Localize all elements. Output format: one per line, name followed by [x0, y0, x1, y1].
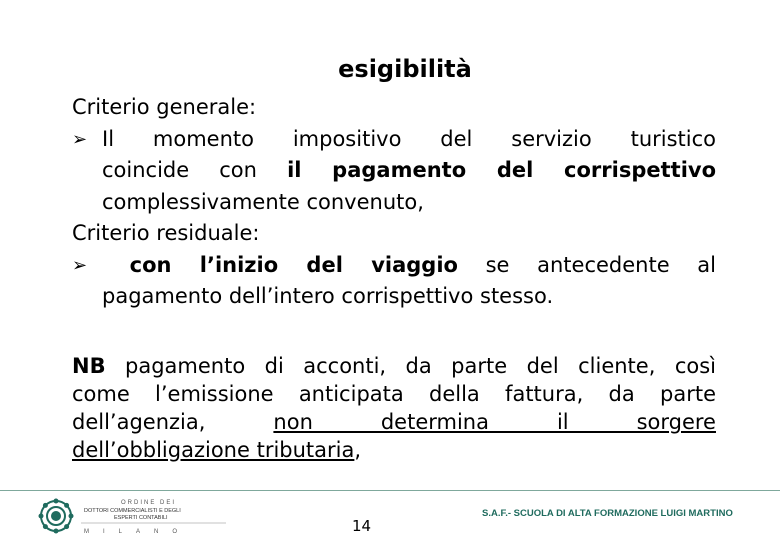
- svg-text:DOTTORI COMMERCIALISTI E DEGLI: DOTTORI COMMERCIALISTI E DEGLI: [84, 508, 181, 514]
- footer-divider: [0, 490, 780, 491]
- bullet1-line1: Il momento impositivo del servizio turistico: [102, 126, 716, 151]
- nb-line1: NB pagamento di acconti, da parte del cliente, così: [72, 354, 716, 378]
- ordine-logo-icon: [36, 496, 236, 536]
- bullet1-line3: complessivamente convenuto,: [102, 189, 424, 214]
- svg-text:MILANO: MILANO: [84, 529, 192, 535]
- school-name: S.A.F.- SCUOLA DI ALTA FORMAZIONE LUIGI MARTINO: [482, 508, 733, 519]
- bullet-item-2: [72, 250, 716, 313]
- nb-underlined-phrase: non determina il sorgere: [273, 410, 716, 434]
- slide-title: esigibilità: [338, 55, 472, 83]
- page-number: 14: [352, 517, 372, 535]
- bullet-item-1: [72, 124, 716, 219]
- main-text: [72, 92, 716, 313]
- nb-label: NB: [72, 354, 106, 378]
- nb-paragraph: [72, 352, 716, 464]
- arrow-bullet-icon: ➢: [72, 254, 88, 276]
- svg-text:ORDINE DEI: ORDINE DEI: [121, 500, 177, 506]
- bullet1-bold: il pagamento del corrispettivo: [287, 158, 717, 182]
- nb-line4: dell’obbligazione tributaria,: [72, 438, 362, 462]
- bullet1-line2: coincide con il pagamento del corrispettivo: [102, 158, 717, 182]
- bullet2-line1: con l’inizio del viaggio se antecedente al: [129, 252, 716, 277]
- arrow-bullet-icon: ➢: [72, 128, 88, 150]
- nb-line3: dell’agenzia, non determina il sorgere: [72, 410, 716, 434]
- bullet2-bold: con l’inizio del viaggio: [129, 252, 458, 277]
- criterio-residuale-label: Criterio residuale:: [72, 221, 260, 245]
- svg-text:ESPERTI CONTABILI: ESPERTI CONTABILI: [114, 515, 168, 521]
- criterio-generale-label: Criterio generale:: [72, 95, 257, 119]
- nb-line2: come l’emissione anticipata della fattura, da parte: [72, 382, 716, 406]
- nb-underlined-obbligazione: dell’obbligazione tributaria: [72, 438, 355, 462]
- bullet2-line2: pagamento dell’intero corrispettivo stesso.: [102, 284, 554, 308]
- ordine-logo: [36, 496, 236, 536]
